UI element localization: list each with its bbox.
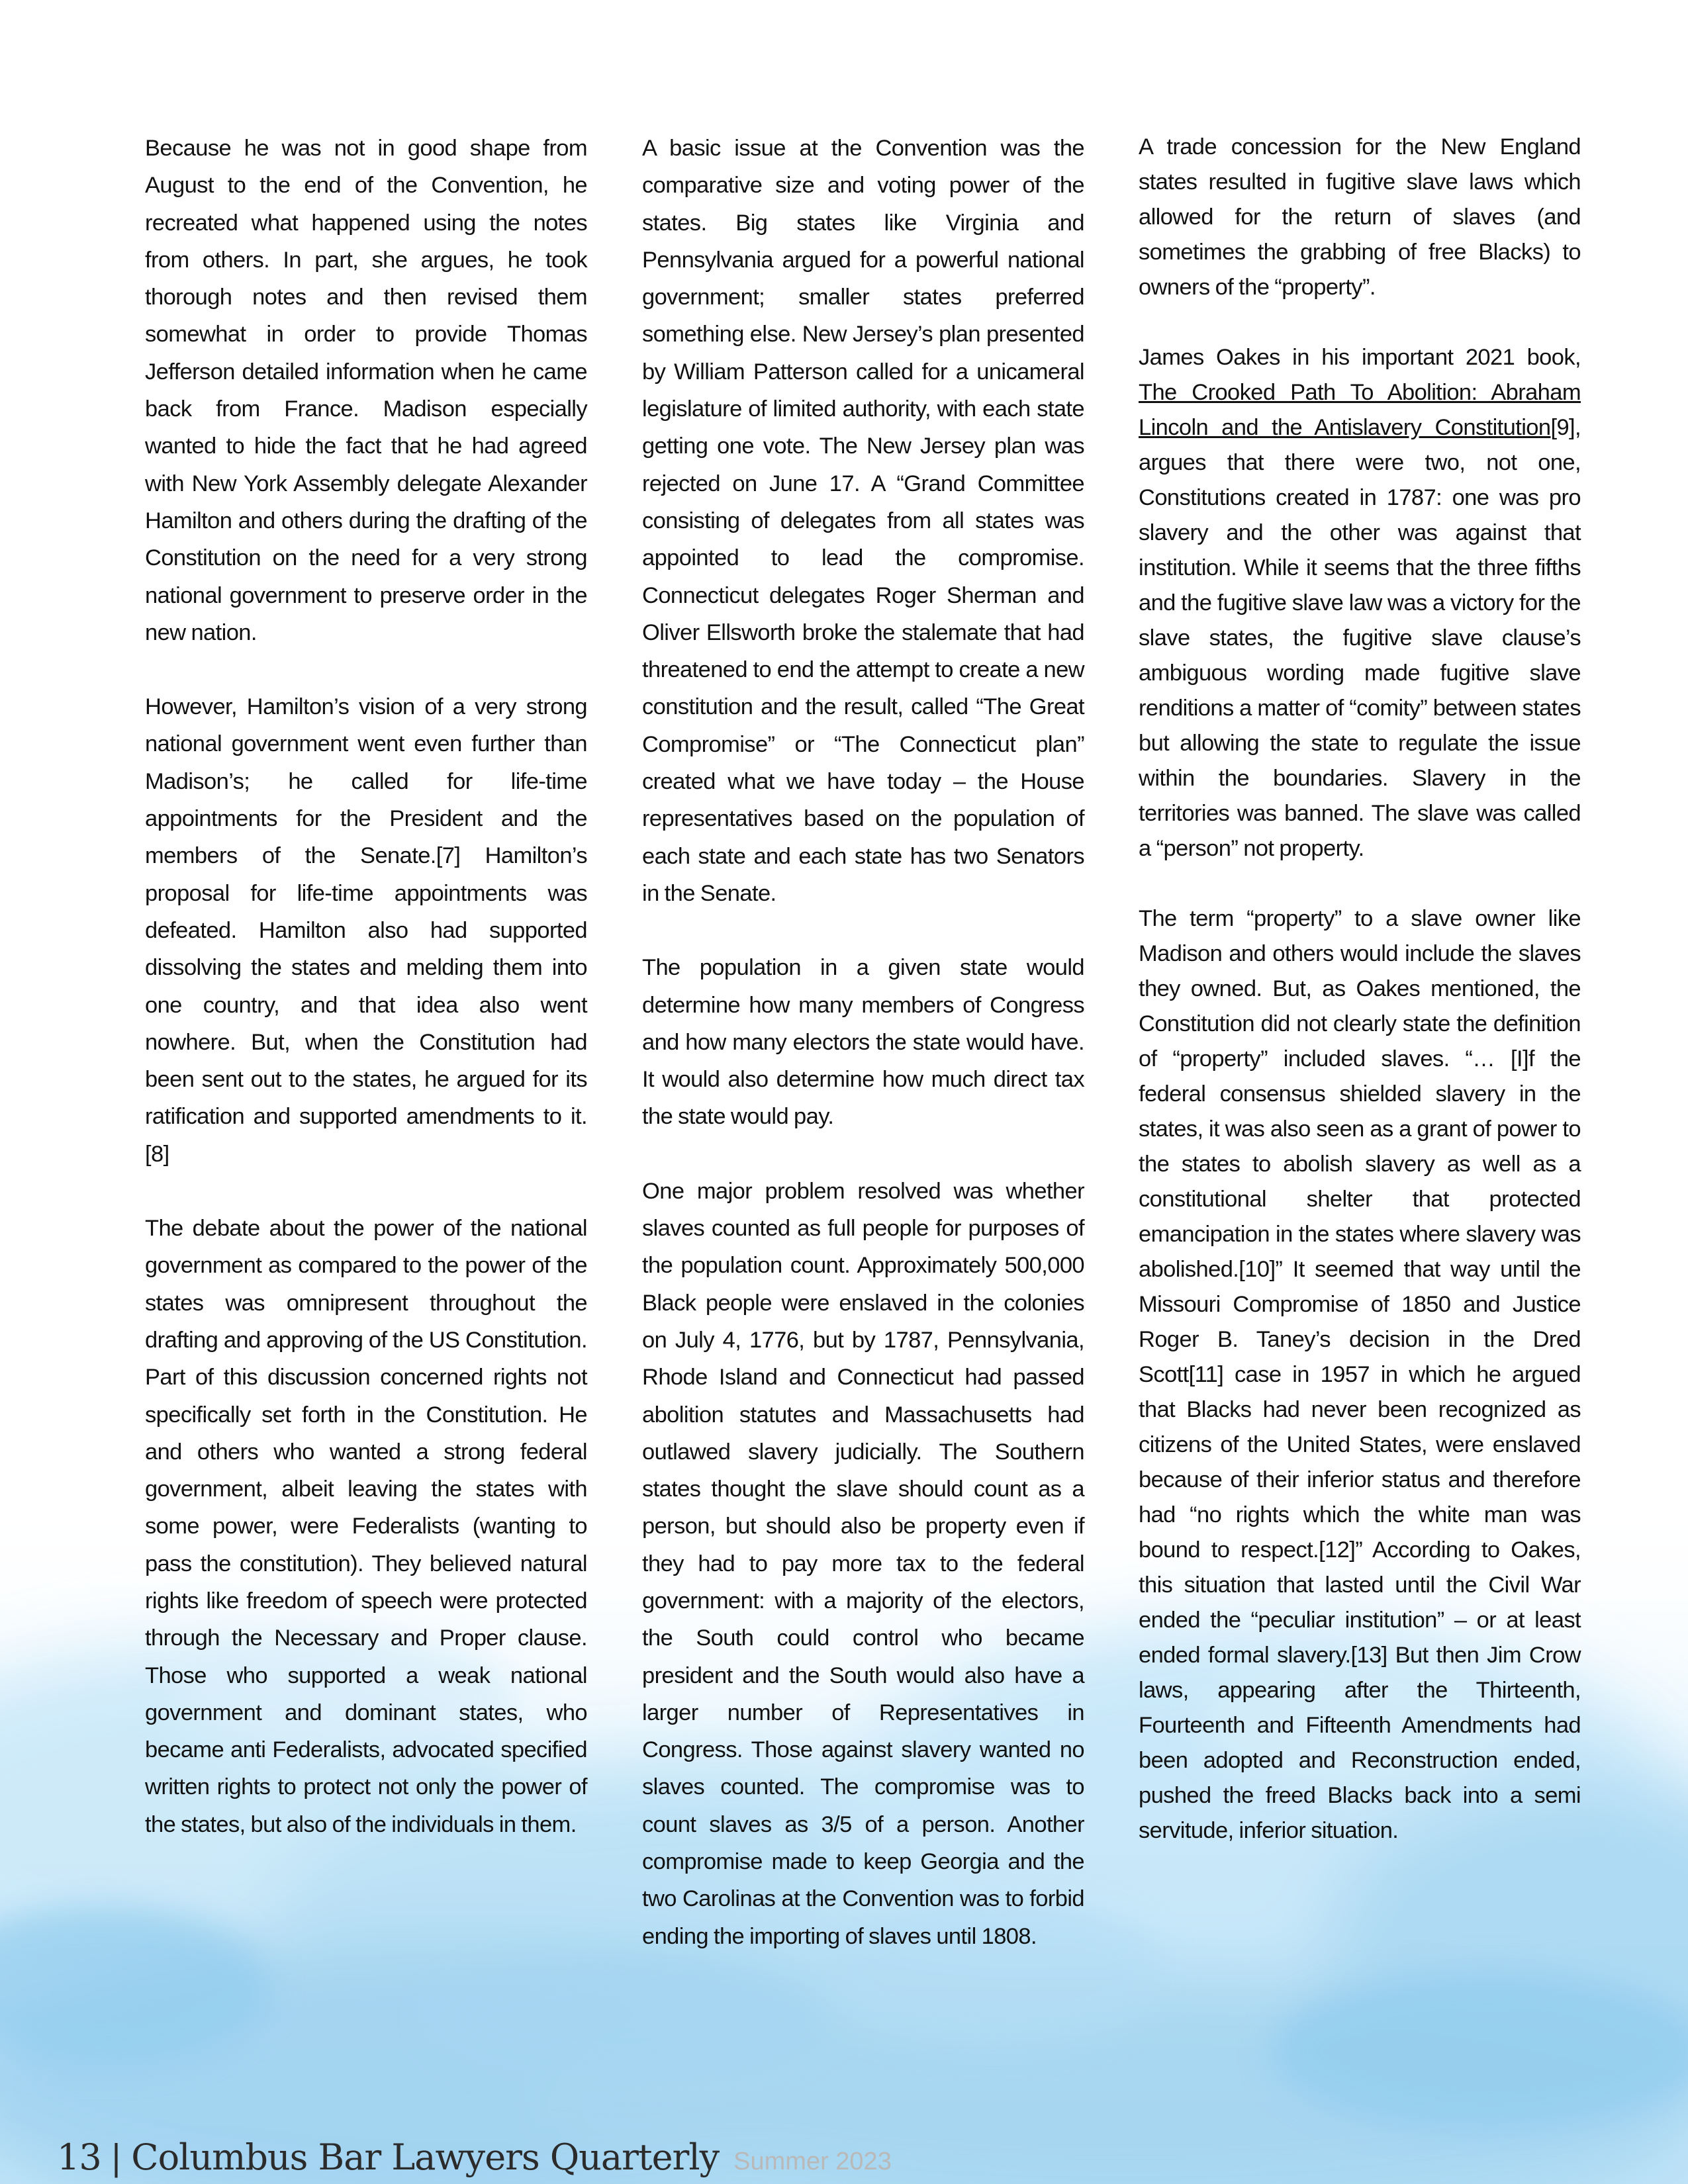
paragraph-rest: [9], argues that there were two, not one, Constitutions created in 1787: one was pro slavery and the other was against that institution. While it seems that the three fifths and the fugitive slave law was a victory for the slave states, the fugitive slave clause’s ambiguous wording made fugitive slave renditions a matter of “comity” between states but allowing the state to regulate the issue within the boundaries. Slavery in the territories was banned. The slave was called a “person” not property. [1139, 415, 1581, 861]
paragraph: The population in a given state would determine how many members of Congress and how many electors the state would have. It would also determine how much direct tax the state would pay. [642, 955, 1084, 1130]
paragraph: A trade concession for the New England states resulted in fugitive slave laws which allowed for the return of slaves (and sometimes the grabbing of free Blacks) to owners of the “property”. [1139, 134, 1581, 300]
paragraph: Because he was not in good shape from August to the end of the Convention, he recreated what happened using the notes from others. In part, she argues, he took thorough notes and then revised them somewhat in order to provide Thomas Jefferson detailed information when he came back from France. Madison especially wanted to hide the fact that he had agreed with New York Assembly delegate Alexander Hamilton and others during the drafting of the Constitution on the need for a very strong national government to preserve order in the new nation. [145, 136, 587, 645]
paragraph: The term “property” to a slave owner like Madison and others would include the slaves they owned. But, as Oakes mentioned, the Constitution did not clearly state the definition of “property” included slaves. “… [I]f the federal consensus shielded slavery in the states, it was also seen as a grant of power to the states to abolish slavery as well as a constitutional shelter that protected emancipation in the states where slavery was abolished.[10]” It seemed that way until the Missouri Compromise of 1850 and Justice Roger B. Taney’s decision in the Dred Scott[11] case in 1957 in which he argued that Blacks had never been recognized as citizens of the United States, were enslaved because of their inferior status and therefore had “no rights which the white man was bound to respect.[12]” According to Oakes, this situation that lasted until the Civil War ended the “peculiar institution” – or at least ended formal slavery.[13] But then Jim Crow laws, appearing after the Thirteenth, Fourteenth and Fifteenth Amendments had been adopted and Reconstruction ended, pushed the freed Blacks back into a semi servitude, inferior situation. [1139, 906, 1581, 1843]
book-title: The Crooked Path To Abolition: Abraham Lincoln and the Antislavery Constitution [1139, 380, 1581, 440]
article-column-2 [642, 130, 1084, 1992]
page-footer [57, 2136, 892, 2178]
article-column-3 [1139, 130, 1581, 1884]
paragraph: However, Hamilton’s vision of a very strong national government went even further than Madison’s; he called for life-time appointments for the President and the members of the Senate.[7] Hamilton’s proposal for life-time appointments was defeated. Hamilton also had supported dissolving the states and melding them into one country, and that idea also went nowhere. But, when the Constitution had been sent out to the states, he argued for its ratification and supported amendments to it.[8] [145, 694, 587, 1167]
footer-separator: | [110, 2138, 122, 2178]
paragraph: One major problem resolved was whether slaves counted as full people for purposes of the population count. Approximately 500,000 Black people were enslaved in the colonies on July 4, 1776, but by 1787, Pennsylvania, Rhode Island and Connecticut had passed abolition statutes and Massachusetts had outlawed slavery judicially. The Southern states thought the slave should count as a person, but should also be property even if they had to pay more tax to the federal government: with a majority of the electors, the South could control who became president and the South would also have a larger number of Representatives in Congress. Those against slavery wanted no slaves counted. The compromise was to count slaves as 3/5 of a person. Another compromise made to keep Georgia and the two Carolinas at the Convention was to forbid ending the importing of slaves until 1808. [642, 1178, 1084, 1949]
page-number: 13 [57, 2136, 101, 2178]
paragraph-book-reference [1139, 340, 1581, 866]
publication-title: Columbus Bar Lawyers Quarterly [131, 2136, 720, 2178]
paragraph-lead: James Oakes in his important 2021 book, [1139, 345, 1581, 370]
paragraph: The debate about the power of the national government as compared to the power of the states was omnipresent throughout the drafting and approving of the US Constitution. Part of this discussion concerned rights not specifically set forth in the Constitution. He and others who wanted a strong federal government, albeit leaving the states with some power, were Federalists (wanting to pass the constitution). They believed natural rights like freedom of speech were protected through the Necessary and Proper clause. Those who supported a weak national government and dominant states, who became anti Federalists, advocated specified written rights to protect not only the power of the states, but also of the individuals in them. [145, 1216, 587, 1837]
paragraph: A basic issue at the Convention was the comparative size and voting power of the states. Big states like Virginia and Pennsylvania argued for a powerful national government; smaller states preferred something else. New Jersey’s plan presented by William Patterson called for a unicameral legislature of limited authority, with each state getting one vote. The New Jersey plan was rejected on June 17. A “Grand Committee consisting of delegates from all states was appointed to lead the compromise. Connecticut delegates Roger Sherman and Oliver Ellsworth broke the stalemate that had threatened to end the attempt to create a new constitution and the result, called “The Great Compromise” or “The Connecticut plan” created what we have today – the House representatives based on the population of each state and each state has two Senators in the Senate. [642, 136, 1084, 906]
article-column-1 [145, 130, 587, 1880]
issue-season: Summer 2023 [733, 2148, 892, 2175]
